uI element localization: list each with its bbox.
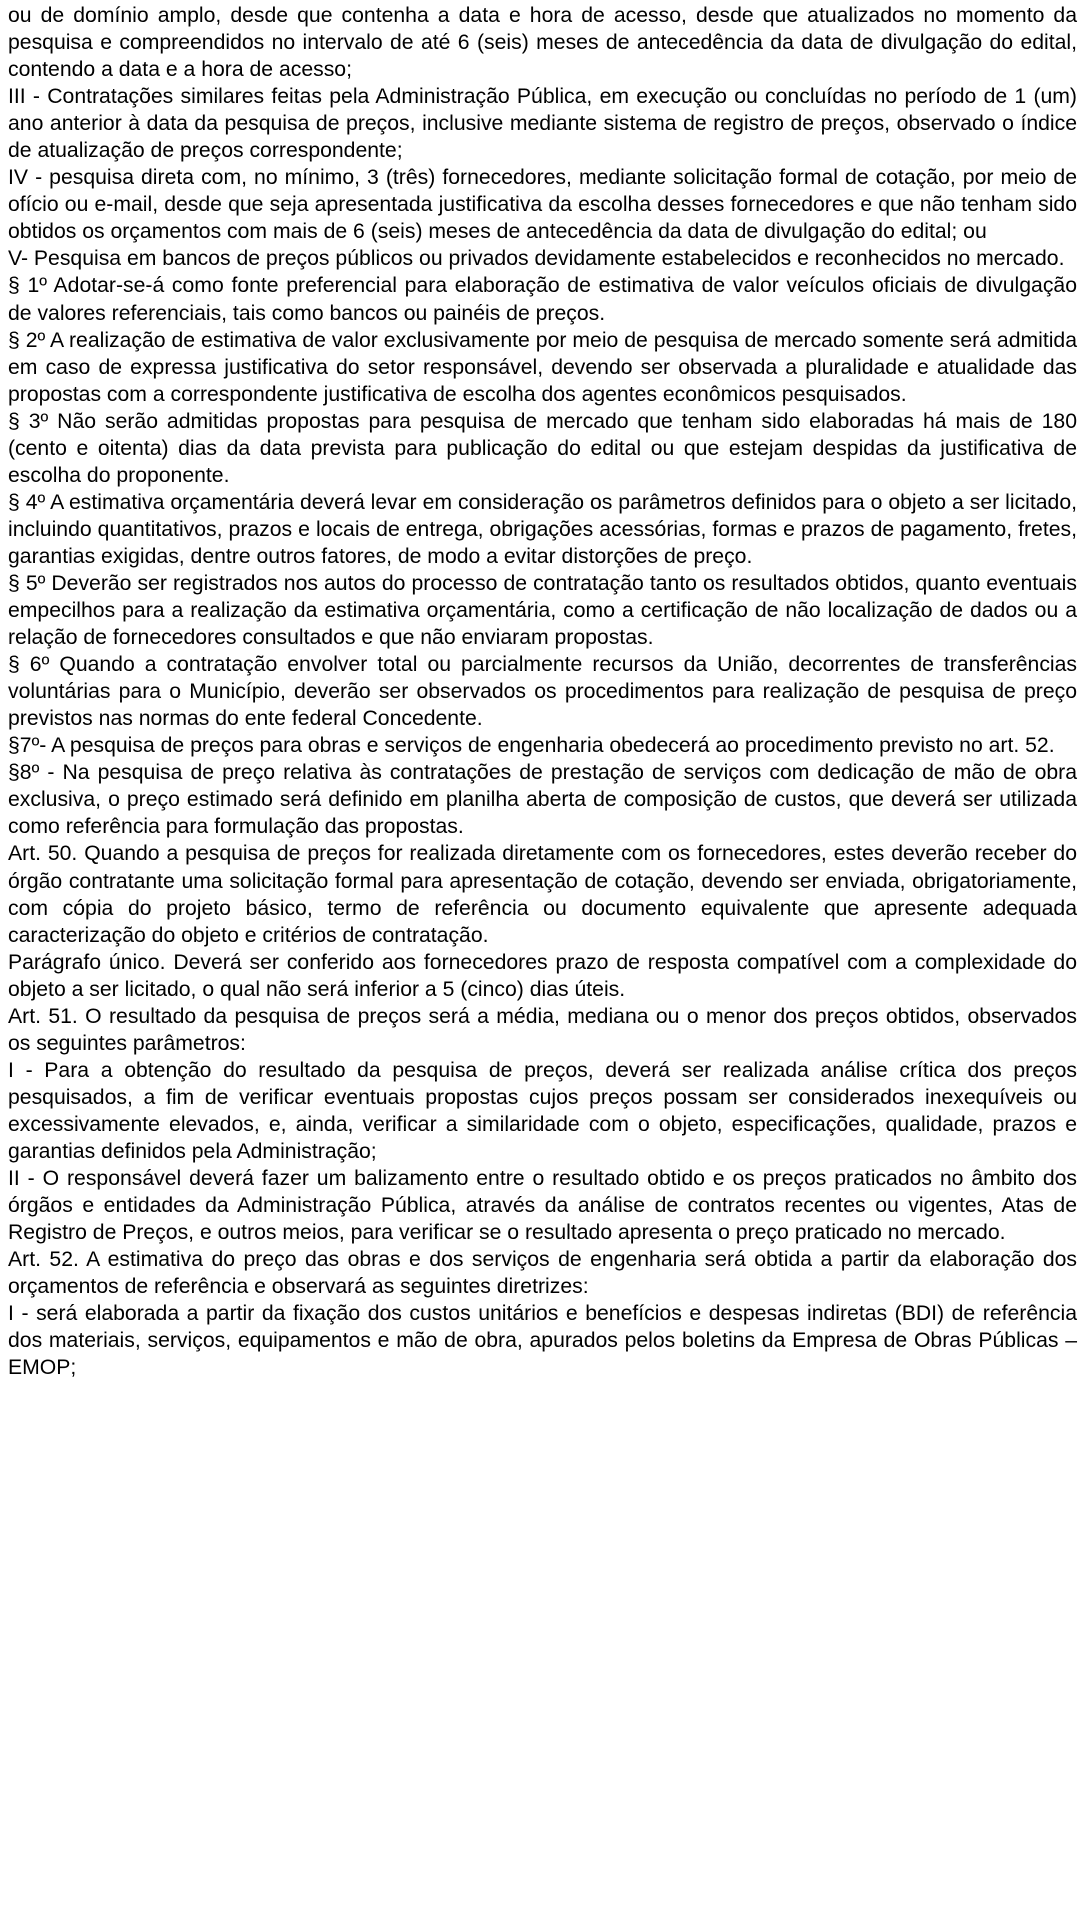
paragraph-article-51: Art. 51. O resultado da pesquisa de preços será a média, mediana ou o menor dos preços obtidos, observados os seguintes parâmetros: (8, 1004, 1077, 1055)
paragraph-item-v: V- Pesquisa em bancos de preços públicos ou privados devidamente estabelecidos e reconhecidos no mercado. (8, 247, 1065, 271)
paragraph-section-2: § 2º A realização de estimativa de valor exclusivamente por meio de pesquisa de mercado somente será admitida em caso de expressa justificativa do setor responsável, devendo ser observada a pluralidade e atualidade das propostas com a correspondente justificativa de escolha dos agentes econômicos pesquisados. (8, 328, 1077, 406)
paragraph-item-continuation: ou de domínio amplo, desde que contenha a data e hora de acesso, desde que atualizados no momento da pesquisa e compreendidos no intervalo de até 6 (seis) meses de antecedência da data de divulgação do edital, contendo a data e a hora de acesso; (8, 4, 1077, 82)
paragraph-item-iii: III - Contratações similares feitas pela Administração Pública, em execução ou concluídas no período de 1 (um) ano anterior à data da pesquisa de preços, inclusive mediante sistema de registro de preços, observado o índice de atualização de preços correspondente; (8, 85, 1077, 163)
paragraph-article-52-item-i: I - será elaborada a partir da fixação dos custos unitários e benefícios e despesas indiretas (BDI) de referência dos materiais, serviços, equipamentos e mão de obra, apurados pelos boletins da Empresa de Obras Públicas – EMOP; (8, 1302, 1077, 1380)
paragraph-item-iv: IV - pesquisa direta com, no mínimo, 3 (três) fornecedores, mediante solicitação formal de cotação, por meio de ofício ou e-mail, desde que seja apresentada justificativa da escolha desses fornecedores e que não tenham sido obtidos os orçamentos com mais de 6 (seis) meses de antecedência da data de divulgação do edital; ou (8, 166, 1077, 244)
paragraph-section-3: § 3º Não serão admitidas propostas para pesquisa de mercado que tenham sido elaboradas há mais de 180 (cento e oitenta) dias da data prevista para publicação do edital ou que estejam despidas da justificativa de escolha do proponente. (8, 409, 1077, 487)
paragraph-article-50: Art. 50. Quando a pesquisa de preços for realizada diretamente com os fornecedores, estes deverão receber do órgão contratante uma solicitação formal para apresentação de cotação, devendo ser enviada, obrigatoriamente, com cópia do projeto básico, termo de referência ou documento equivalente que apresente adequada caracterização do objeto e critérios de contratação. (8, 842, 1077, 947)
paragraph-section-1: § 1º Adotar-se-á como fonte preferencial para elaboração de estimativa de valor veículos oficiais de divulgação de valores referenciais, tais como bancos ou painéis de preços. (8, 274, 1077, 325)
paragraph-section-8: §8º - Na pesquisa de preço relativa às contratações de prestação de serviços com dedicação de mão de obra exclusiva, o preço estimado será definido em planilha aberta de composição de custos, que deverá ser utilizada como referência para formulação das propostas. (8, 761, 1077, 839)
paragraph-section-6: § 6º Quando a contratação envolver total ou parcialmente recursos da União, decorrentes de transferências voluntárias para o Município, deverão ser observados os procedimentos para realização de pesquisa de preço previstos nas normas do ente federal Concedente. (8, 653, 1077, 731)
paragraph-sole-paragraph: Parágrafo único. Deverá ser conferido aos fornecedores prazo de resposta compatível com a complexidade do objeto a ser licitado, o qual não será inferior a 5 (cinco) dias úteis. (8, 950, 1077, 1001)
paragraph-section-4: § 4º A estimativa orçamentária deverá levar em consideração os parâmetros definidos para o objeto a ser licitado, incluindo quantitativos, prazos e locais de entrega, obrigações acessórias, formas e prazos de pagamento, fretes, garantias exigidas, dentre outros fatores, de modo a evitar distorções de preço. (8, 490, 1077, 568)
paragraph-article-52: Art. 52. A estimativa do preço das obras e dos serviços de engenharia será obtida a partir da elaboração dos orçamentos de referência e observará as seguintes diretrizes: (8, 1248, 1077, 1299)
paragraph-section-7: §7º- A pesquisa de preços para obras e serviços de engenharia obedecerá ao procedimento previsto no art. 52. (8, 734, 1055, 758)
paragraph-section-5: § 5º Deverão ser registrados nos autos do processo de contratação tanto os resultados obtidos, quanto eventuais empecilhos para a realização da estimativa orçamentária, como a certificação de não localização de dados ou a relação de fornecedores consultados e que não enviaram propostas. (8, 571, 1077, 650)
paragraph-article-51-item-ii: II - O responsável deverá fazer um balizamento entre o resultado obtido e os preços praticados no âmbito dos órgãos e entidades da Administração Pública, através da análise de contratos recentes ou vigentes, Atas de Registro de Preços, e outros meios, para verificar se o resultado apresenta o preço praticado no mercado. (8, 1167, 1077, 1245)
paragraph-article-51-item-i: I - Para a obtenção do resultado da pesquisa de preços, deverá ser realizada análise crítica dos preços pesquisados, a fim de verificar eventuais propostas cujos preços possam ser considerados inexequíveis ou excessivamente elevados, e, ainda, verificar a similaridade com o objeto, especificações, qualidade, prazos e garantias definidos pela Administração; (8, 1058, 1077, 1163)
